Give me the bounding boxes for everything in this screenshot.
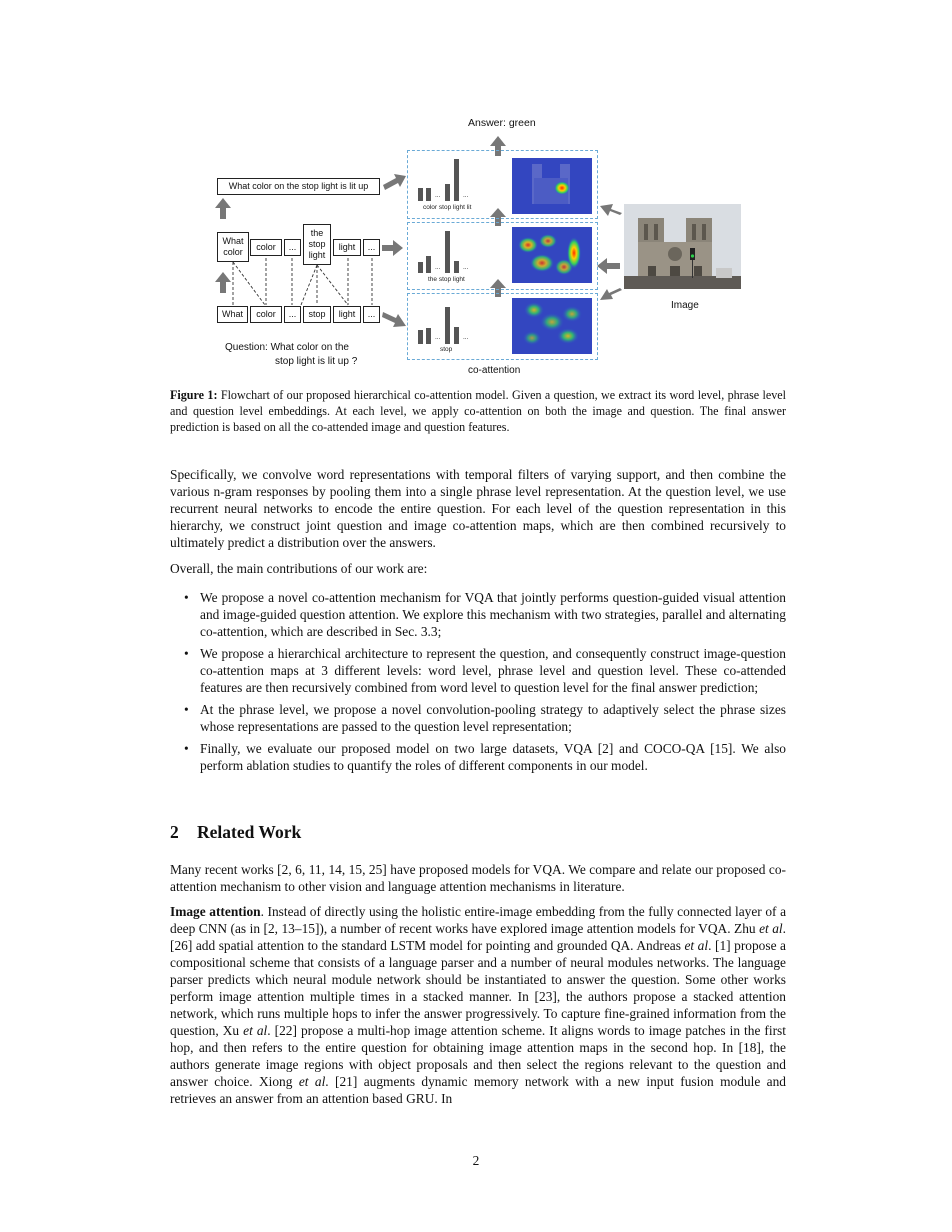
bullet-symbol: • (184, 741, 189, 756)
bar-ellipsis: ... (463, 264, 469, 271)
bar-ellipsis: ... (435, 192, 441, 199)
attention-bar (426, 328, 431, 344)
coattention-label: co-attention (468, 365, 521, 376)
word-box: stop (303, 306, 331, 323)
answer-label: Answer: green (468, 117, 536, 129)
attention-bar (418, 188, 423, 201)
list-item: • At the phrase level, we propose a novel convolution-pooling strategy to adaptively select the phrase sizes whose representations are passed to the question level representation; (184, 702, 786, 734)
bullet-symbol: • (184, 702, 189, 717)
attention-bar (426, 188, 431, 201)
word-box: ... (284, 306, 301, 323)
paragraph-intro: Specifically, we convolve word representations with temporal filters of varying support, and then combine the various n-gram responses by pooling them into a single phrase level representation. At the question level, we use recurrent neural networks to encode the entire question. For each level of the question representation in this hierarchy, we construct joint question and image co-attention maps, which are then combined recursively to ultimately predict a distribution over the answers. (170, 467, 786, 550)
word-phrase-links (233, 258, 372, 305)
figure-caption (170, 388, 786, 435)
attention-bar (454, 159, 459, 201)
image-label: Image (671, 300, 699, 311)
list-item: • Finally, we evaluate our proposed model on two large datasets, VQA [2] and COCO-QA [15]. We also perform ablation studies to quantify the roles of different components in our model. (184, 741, 786, 773)
question-caption-line2: stop light is lit up ? (275, 356, 358, 367)
bar-label-bottom: stop (440, 346, 453, 353)
paragraph-related-intro: Many recent works [2, 6, 11, 14, 15, 25] have proposed models for VQA. We compare and relate our proposed co-attention mechanism to other vision and language attention mechanisms in literature. (170, 862, 786, 894)
right-arrow-icon (382, 240, 403, 256)
bar-label-middle: the stop light (428, 276, 465, 283)
left-arrow-icon (600, 288, 622, 300)
attention-bar (418, 262, 423, 273)
notre-dame-image (624, 204, 741, 289)
bullet-symbol: • (184, 646, 189, 661)
word-box: ... (363, 306, 380, 323)
attention-bar (454, 327, 459, 344)
bar-ellipsis: ... (463, 192, 469, 199)
word-box: color (250, 306, 282, 323)
left-arrow-icon (600, 204, 622, 216)
page-number: 2 (472, 1153, 480, 1168)
bar-label-top: color stop light lit (423, 204, 472, 211)
question-caption: Question: What color on the (225, 342, 349, 353)
phrase-box-what-color: What color (217, 232, 249, 262)
phrase-box-color: color (250, 239, 282, 256)
attention-bar (445, 307, 450, 344)
caption-text: Flowchart of our proposed hierarchical co-attention model. Given a question, we extract its word level, phrase level and question level embeddings. At each level, we apply co-attention on both the image and question. The final answer prediction is based on all the co-attended image and question features. (170, 388, 787, 434)
question-level-box: What color on the stop light is lit up (217, 178, 380, 195)
list-item: • We propose a hierarchical architecture to represent the question, and consequently construct image-question co-attention maps at 3 different levels: word level, phrase level and question level. These co-attended features are then recursively combined from word level to question level for the final answer prediction; (184, 646, 786, 695)
attention-heatmap-image (512, 298, 592, 354)
attention-heatmap-image (512, 158, 592, 214)
bar-ellipsis: ... (435, 264, 441, 271)
word-box: What (217, 306, 248, 323)
list-item: • We propose a novel co-attention mechanism for VQA that jointly performs question-guided visual attention and image-guided question attention. We explore this mechanism with two strategies, parallel and alternating co-attention, which are described in Sec. 3.3; (184, 590, 786, 639)
attention-bar (426, 256, 431, 273)
right-arrow-icon (383, 174, 406, 190)
phrase-box-the-stop-light: the stop light (303, 224, 331, 265)
phrase-box-light: light (333, 239, 361, 256)
bullet-symbol: • (184, 590, 189, 605)
section-title: Related Work (197, 822, 302, 842)
phrase-box-ellipsis: ... (363, 239, 380, 256)
section-number: 2 (170, 822, 179, 842)
paragraph-contributions-intro: Overall, the main contributions of our work are: (170, 561, 428, 576)
caption-label: Figure 1: (170, 388, 218, 402)
paragraph-lead: Image attention (170, 904, 261, 919)
paragraph-image-attention: Image attention. Instead of directly using the holistic entire-image embedding from the fully connected layer of a deep CNN (as in [2, 13–15]), a number of recent works have explored image attention models for VQA. Zhu et al. [26] add spatial attention to the standard LSTM model for pointing and grounded QA. Andreas et al. [1] propose a compositional scheme that consists of a language parser and a number of neural modules networks. The language parser predicts which neural module network should be instantiated to answer the question. Some other works perform image attention multiple times in a stacked manner. In [23], the authors propose a stacked attention network, which runs multiple hops to infer the answer progressively. To capture fine-grained information from the question, Xu et al. [22] propose a multi-hop image attention scheme. It aligns words to image patches in the first hop, and then refers to the entire question for obtaining image attention maps in the second hop. In [18], the authors generate image regions with object proposals and then select the regions relevant to the question and answer choice. Xiong et al. [21] augments dynamic memory network with a new input fusion module and retrieves an answer from an attention based GRU. In (170, 904, 787, 1106)
bar-ellipsis: ... (435, 334, 441, 341)
section-heading (170, 822, 301, 843)
phrase-box-ellipsis: ... (284, 239, 301, 256)
up-arrow-icon (215, 198, 231, 219)
attention-bar (445, 184, 450, 201)
bar-ellipsis: ... (463, 334, 469, 341)
attention-bar (454, 261, 459, 273)
attention-bar (418, 330, 423, 344)
left-arrow-icon (597, 258, 620, 274)
contributions-list (170, 589, 786, 779)
right-arrow-icon (382, 312, 406, 327)
attention-bar (445, 231, 450, 273)
word-box: light (333, 306, 361, 323)
figure-1 (170, 112, 790, 380)
up-arrow-icon (215, 272, 231, 293)
attention-heatmap-image (512, 227, 592, 283)
